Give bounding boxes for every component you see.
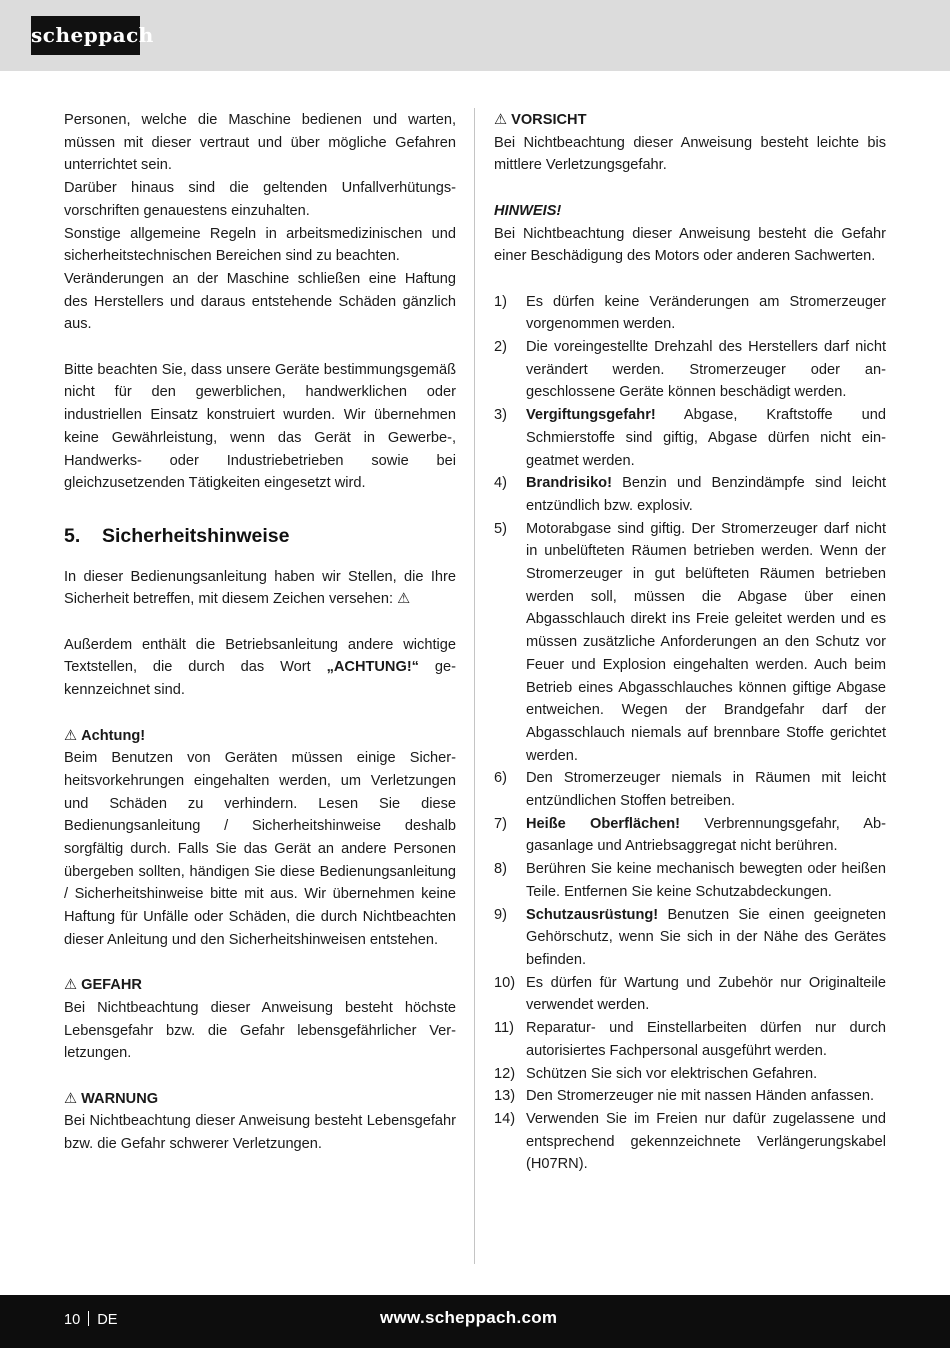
list-item bbox=[494, 858, 886, 903]
list-item-number: 11) bbox=[494, 1020, 515, 1037]
gefahr-heading bbox=[64, 974, 456, 997]
paragraph: Darüber hinaus sind die geltenden Unfallverhütungsvorschriften genauestens einzuhalten. bbox=[64, 180, 456, 219]
list-item-number: 9) bbox=[494, 906, 507, 923]
list-item-number: 5) bbox=[494, 520, 507, 537]
paragraph-text: Außerdem enthält die Betriebsanleitung andere wichtige Textstellen, die durch das Wort bbox=[64, 636, 456, 676]
list-item bbox=[494, 1085, 886, 1108]
gefahr-text: Bei Nichtbeachtung dieser Anweisung besteht höchste Lebensgefahr bzw. die Gefahr lebensgefährlicher Verletzungen. bbox=[64, 999, 456, 1062]
list-item-text: Abgase, Kraftstoffe und Schmierstoffe sind giftig, Abgase dürfen nicht eingeatmet werden. bbox=[526, 407, 886, 469]
vorsicht-text: Bei Nichtbeachtung dieser Anweisung besteht leichte bis mittlere Verletzungsgefahr. bbox=[494, 134, 886, 174]
list-item bbox=[494, 472, 886, 517]
warning-triangle-icon: ⚠ bbox=[397, 591, 411, 608]
warning-triangle-icon: ⚠ bbox=[64, 727, 78, 744]
paragraph: Personen, welche die Maschine bedienen und warten, müssen mit dieser vertraut und über mögliche Gefahren unterrichtet sein. bbox=[64, 112, 456, 174]
list-item bbox=[494, 904, 886, 972]
column-divider bbox=[474, 108, 475, 1264]
left-column bbox=[64, 109, 456, 1156]
section-heading bbox=[64, 521, 456, 551]
list-item bbox=[494, 1017, 886, 1062]
list-item-text: Berühren Sie keine mechanisch bewegten oder heißen Teile. Entfernen Sie keine Schutzabdeckungen. bbox=[526, 861, 886, 900]
paragraph: Sonstige allgemeine Regeln in arbeitsmedizinischen und sicherheitstechnischen Bereichen sind zu beachten. bbox=[64, 225, 456, 265]
list-item bbox=[494, 336, 886, 404]
list-item-number: 13) bbox=[494, 1088, 516, 1105]
vorsicht-label: VORSICHT bbox=[511, 112, 587, 128]
list-item bbox=[494, 518, 886, 768]
list-item-bold: Heiße Oberflächen! bbox=[526, 815, 681, 832]
page-number-block bbox=[64, 1311, 118, 1328]
achtung-heading bbox=[64, 725, 456, 748]
paragraph bbox=[64, 566, 456, 611]
achtung-text: Beim Benutzen von Geräten müssen einige Sicherheitsvorkehrungen eingehalten werden, um Verletzungen und Schäden zu verhindern. Lesen Sie diese Bedienungsanleitung / Sicherheitshinweise deshalb sorgfältig durch. Falls Sie das Gerät an andere Personen übergeben sollten, händigen Sie diese Bedienungsanleitung / Sicherheitshinweise bitte mit aus. Wir übernehmen keine Haftung für Unfälle oder Schäden, die durch Nichtbeachten dieser Anleitung und den Sicherheitshinweisen entstehen. bbox=[64, 750, 456, 948]
list-item-number: 6) bbox=[494, 770, 507, 787]
section-title: Sicherheitshinweise bbox=[102, 524, 290, 547]
hinweis-heading: HINWEIS! bbox=[494, 202, 562, 219]
page-header bbox=[0, 0, 950, 71]
list-item-number: 8) bbox=[494, 861, 507, 878]
list-item-text: Es dürfen keine Veränderungen am Stromerzeuger vorgenommen werden. bbox=[526, 293, 886, 333]
list-item bbox=[494, 1063, 886, 1086]
list-item-bold: Vergiftungsgefahr! bbox=[526, 407, 656, 424]
achtung-keyword: „ACHTUNG!“ bbox=[326, 659, 419, 676]
list-item bbox=[494, 1108, 886, 1176]
list-item-text: Den Stromerzeuger niemals in Räumen mit leicht entzündlichen Stoffen betreiben. bbox=[526, 770, 886, 810]
list-item-text: Benutzen Sie einen geeigneten Gehörschutz, wenn Sie sich in der Nähe des Gerätes befinden. bbox=[526, 906, 886, 968]
list-item-bold: Schutzausrüstung! bbox=[526, 906, 659, 923]
warning-triangle-icon: ⚠ bbox=[494, 112, 508, 128]
list-item bbox=[494, 767, 886, 812]
page-number: 10 bbox=[64, 1312, 81, 1328]
paragraph: Bitte beachten Sie, dass unsere Geräte bestimmungsgemäß nicht für den gewerblichen, handwerklichen oder industriellen Einsatz konstruiert wurden. Wir übernehmen keine Gewährleistung, wenn das Gerät in Gewerbe-, Handwerks- oder Industriebetrieben sowie bei gleichzusetzenden Tätigkeiten eingesetzt wird. bbox=[64, 361, 456, 492]
list-item bbox=[494, 404, 886, 472]
list-item bbox=[494, 291, 886, 336]
list-item-text: Schützen Sie sich vor elektrischen Gefahren. bbox=[526, 1065, 818, 1082]
warning-triangle-icon: ⚠ bbox=[64, 1090, 78, 1107]
warnung-heading bbox=[64, 1088, 456, 1111]
vorsicht-heading bbox=[494, 109, 886, 132]
language-code: DE bbox=[97, 1312, 118, 1328]
list-item-text: Benzin und Benzindämpfe sind leicht entzündlich bzw. explosiv. bbox=[526, 475, 886, 514]
list-item-number: 1) bbox=[494, 293, 507, 310]
right-column bbox=[494, 109, 886, 1176]
list-item-text: Verwenden Sie im Freien nur dafür zugelassene und entsprechend gekennzeichnete Verlängerungskabel (H07RN). bbox=[526, 1110, 886, 1173]
list-item-text: Reparatur- und Einstellarbeiten dürfen nur durch autorisiertes Fachpersonal ausgeführt werden. bbox=[526, 1020, 886, 1059]
list-item bbox=[494, 813, 886, 858]
safety-list bbox=[494, 291, 886, 1176]
list-item-number: 2) bbox=[494, 339, 507, 355]
list-item-number: 10) bbox=[494, 974, 516, 991]
list-item-number: 12) bbox=[494, 1065, 516, 1082]
warnung-label: WARNUNG bbox=[81, 1090, 159, 1107]
scheppach-logo: scheppach bbox=[31, 16, 140, 55]
hinweis-text: Bei Nichtbeachtung dieser Anweisung besteht die Gefahr einer Beschädigung des Motors oder anderen Sachwerten. bbox=[494, 225, 886, 265]
list-item-text: Den Stromerzeuger nie mit nassen Händen anfassen. bbox=[526, 1088, 875, 1105]
paragraph: Veränderungen an der Maschine schließen eine Haftung des Herstellers und daraus entstehende Schäden gänzlich aus. bbox=[64, 270, 456, 333]
list-item-number: 3) bbox=[494, 407, 507, 424]
warning-triangle-icon: ⚠ bbox=[64, 977, 78, 994]
section-number: 5. bbox=[64, 524, 81, 547]
page-footer bbox=[0, 1295, 950, 1348]
warnung-text: Bei Nichtbeachtung dieser Anweisung besteht Lebensgefahr bzw. die Gefahr schwerer Verletzungen. bbox=[64, 1113, 456, 1153]
list-item-text: Motorabgase sind giftig. Der Stromerzeuger darf nicht in unbelüfteten Räumen betrieben werden. Wenn der Stromerzeuger in gut belüfteten Räumen betrieben werden soll, müssen die Abgase über einen Abgasschlauch direkt ins Freie geleitet werden und es müssen zusätzliche Anforderungen an den Schutz vor Feuer und Explosion eingehalten werden. Auch beim Betrieb eines Abgasschlauches können giftige Abgase entweichen. Wegen der Brandgefahr darf der Abgasschlauch niemals auf brennbare Stoffe gerichtet werden. bbox=[526, 520, 886, 764]
list-item-number: 4) bbox=[494, 475, 507, 492]
paragraph bbox=[64, 634, 456, 702]
list-item-number: 7) bbox=[494, 815, 507, 832]
list-item-text: Die voreingestellte Drehzahl des Herstellers darf nicht verändert werden. Stromerzeuger oder angeschlossene Geräte können beschädigt werden. bbox=[526, 339, 886, 401]
paragraph-text: In dieser Bedienungsanleitung haben wir Stellen, die Ihre Sicherheit betreffen, mit diesem Zeichen versehen: bbox=[64, 568, 456, 608]
achtung-label: Achtung! bbox=[81, 727, 146, 744]
list-item-bold: Brandrisiko! bbox=[526, 475, 612, 492]
footer-separator bbox=[88, 1311, 89, 1326]
paragraph-text: gekennzeichnet sind. bbox=[64, 659, 456, 699]
list-item-number: 14) bbox=[494, 1110, 516, 1127]
website-url: www.scheppach.com bbox=[380, 1308, 558, 1327]
gefahr-label: GEFAHR bbox=[81, 977, 142, 994]
list-item bbox=[494, 972, 886, 1017]
list-item-text: Es dürfen für Wartung und Zubehör nur Originalteile verwendet werden. bbox=[526, 974, 886, 1014]
list-item-text: Verbrennungsgefahr, Abgasanlage und Antriebsaggregat nicht berühren. bbox=[526, 815, 886, 855]
